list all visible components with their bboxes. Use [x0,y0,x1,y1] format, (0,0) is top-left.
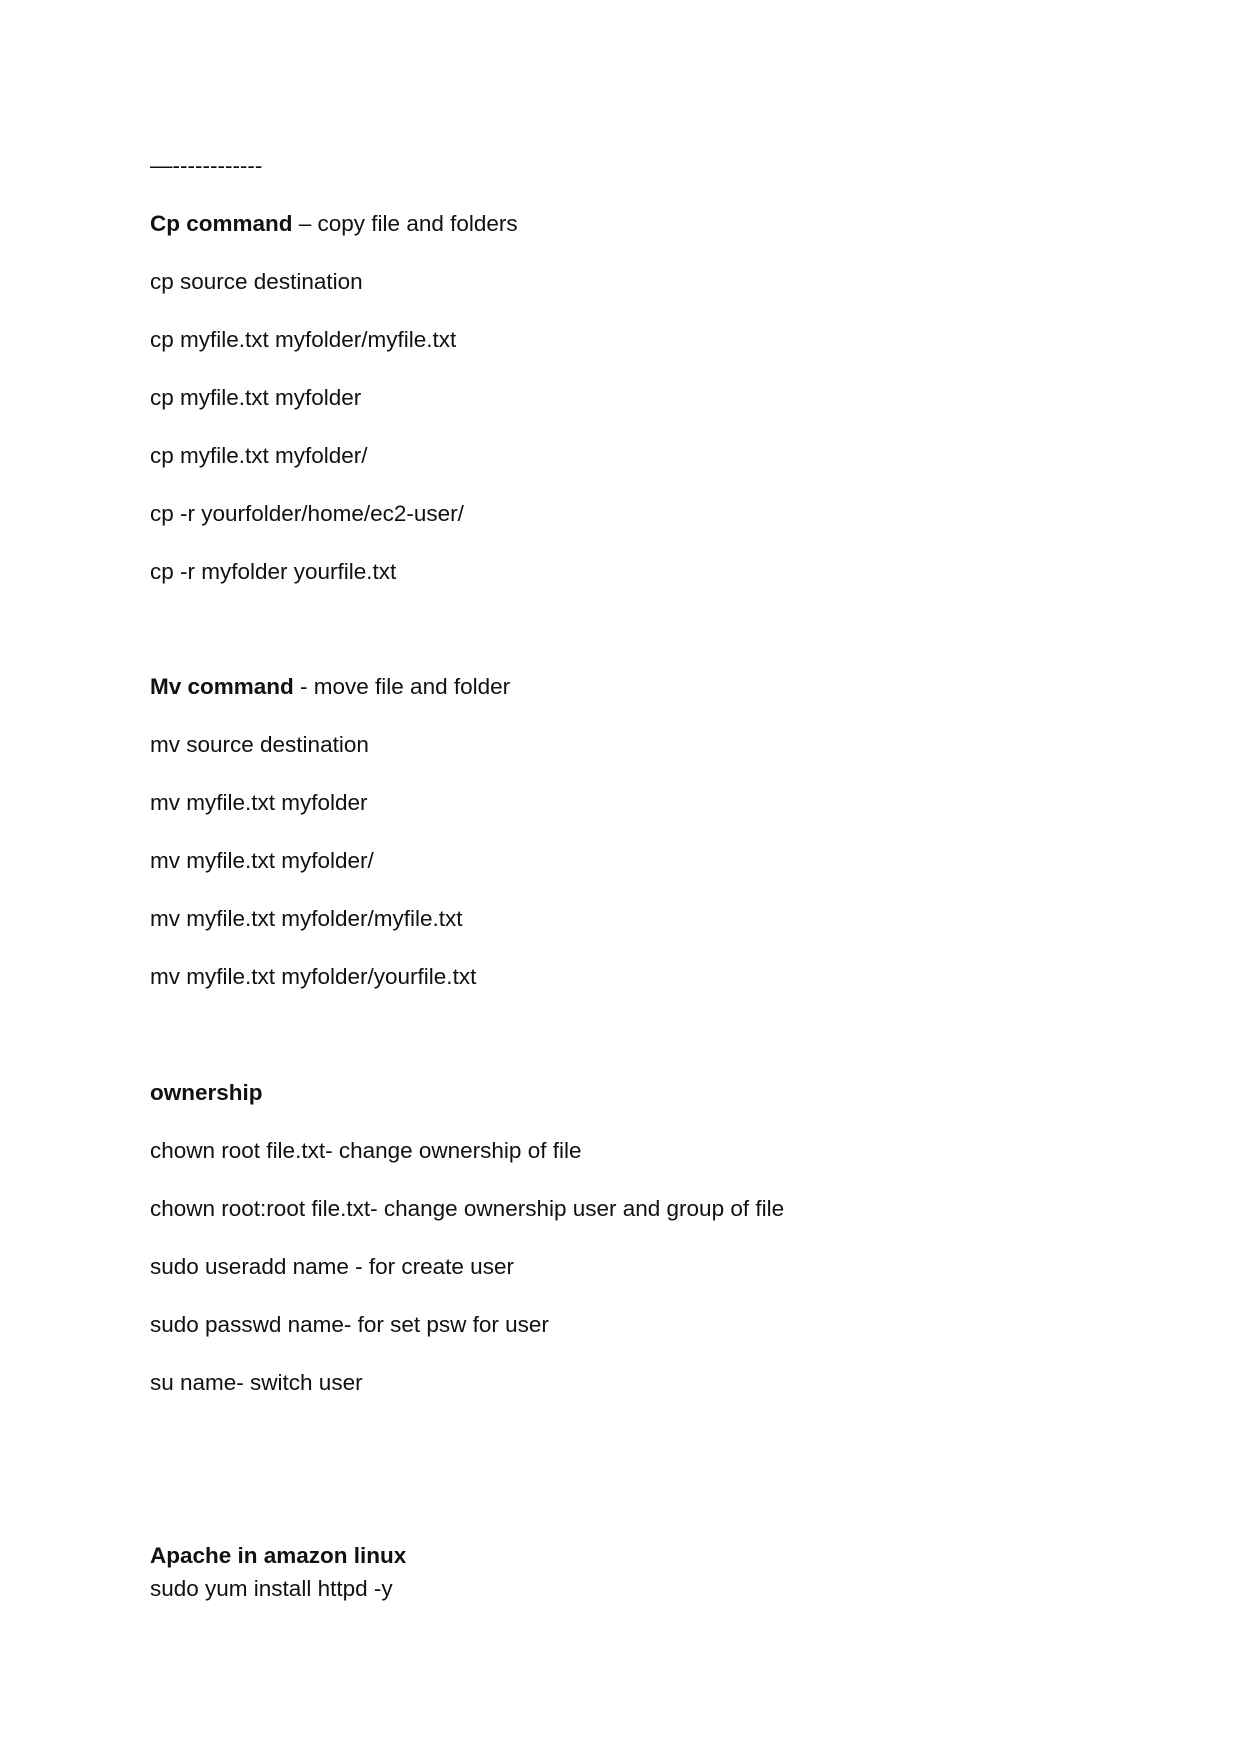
mv-line: mv source destination [150,732,369,757]
cp-line: cp myfile.txt myfolder [150,385,362,410]
ownership-line: sudo passwd name- for set psw for user [150,1312,549,1337]
mv-line: mv myfile.txt myfolder/myfile.txt [150,906,463,931]
ownership-line: chown root file.txt- change ownership of file [150,1138,582,1163]
cp-line: cp -r yourfolder/home/ec2-user/ [150,501,464,526]
separator-line: —------------ [150,153,263,178]
mv-heading-desc: - move file and folder [293,674,511,699]
apache-line: sudo yum install httpd -y [150,1576,393,1601]
ownership-heading: ownership [150,1080,263,1105]
cp-heading [150,210,518,238]
mv-line: mv myfile.txt myfolder/yourfile.txt [150,964,477,989]
ownership-line: sudo useradd name - for create user [150,1254,514,1279]
cp-line: cp -r myfolder yourfile.txt [150,559,397,584]
ownership-line: chown root:root file.txt- change ownership user and group of file [150,1196,785,1221]
apache-heading: Apache in amazon linux [150,1543,407,1568]
cp-heading-desc: – copy file and folders [292,211,518,236]
mv-heading [150,673,510,701]
cp-line: cp myfile.txt myfolder/ [150,443,368,468]
mv-heading-bold: Mv command [150,674,294,699]
mv-line: mv myfile.txt myfolder [150,790,368,815]
cp-heading-bold: Cp command [150,211,293,236]
mv-line: mv myfile.txt myfolder/ [150,848,374,873]
cp-line: cp source destination [150,269,363,294]
ownership-line: su name- switch user [150,1370,363,1395]
cp-line: cp myfile.txt myfolder/myfile.txt [150,327,457,352]
